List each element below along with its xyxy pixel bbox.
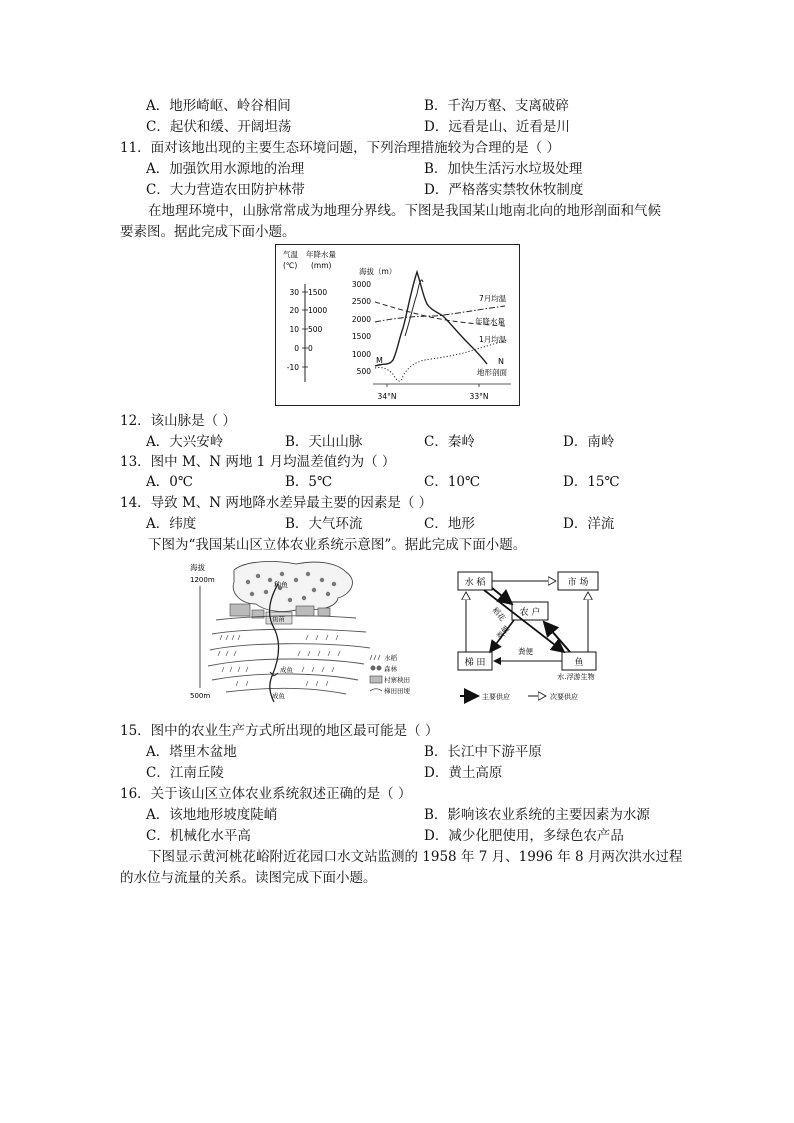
elevation-top-label: 1200m xyxy=(190,576,215,584)
node-rice-label: 水 稻 xyxy=(464,578,486,588)
q16-option-d: D．减少化肥使用，多绿色农产品 xyxy=(424,828,624,844)
edge-label-manure-1: 粪便 xyxy=(494,624,512,642)
legend-july-temp: 7月均温 xyxy=(479,294,507,303)
temp-axis-unit: (℃) xyxy=(283,261,298,270)
point-n-label: N xyxy=(498,357,504,366)
legend-jan-temp: 1月均温 xyxy=(479,335,507,344)
q15-stem: 15．图中的农业生产方式所出现的地区最可能是（ ） xyxy=(120,723,439,739)
q10-option-b: B．千沟万壑、支离破碎 xyxy=(424,98,569,114)
q12-option-c: C．秦岭 xyxy=(424,434,475,450)
precip-axis-title: 年降水量 xyxy=(306,250,336,259)
fish-label-fry: 鱼苗 xyxy=(272,615,285,623)
q12-option-d: D．南岭 xyxy=(563,434,615,450)
q16-option-c: C．机械化水平高 xyxy=(146,828,251,844)
legend-annual-precip: 年降水量 xyxy=(475,317,505,326)
edge-rice-farmer xyxy=(492,588,512,604)
elevation-tick: 1000 xyxy=(351,350,371,359)
q12-stem: 12．该山脉是（ ） xyxy=(120,413,236,429)
elevation-tick: 2000 xyxy=(351,315,371,324)
intro1-line1: 在地理环境中，山脉常常成为地理分界线。下图是我国某山地南北向的地形剖面和气候 xyxy=(148,203,661,219)
elevation-axis-title: 海拔（m） xyxy=(359,267,397,276)
legend-forest-symbol xyxy=(371,666,376,671)
legend-terrace-symbol xyxy=(370,689,382,691)
q15-option-d: D．黄土高原 xyxy=(424,765,503,781)
temp-axis-title: 气温 xyxy=(283,250,298,259)
q12-option-a: A．大兴安岭 xyxy=(146,434,224,450)
node-terrace-label: 梯 田 xyxy=(464,658,486,668)
q16-option-a: A．该地地形坡度陡峭 xyxy=(146,807,278,823)
point-m-label: M xyxy=(376,356,383,365)
intro1-line2: 要素图。据此完成下面小题。 xyxy=(120,224,296,240)
node-farmer-label: 农 户 xyxy=(519,608,541,618)
edge-label-manure-2: 粪便 xyxy=(518,647,533,656)
legend-secondary-label: 次要供应 xyxy=(550,693,578,701)
q11-stem: 11．面对该地出现的主要生态环境问题，下列治理措施较为合理的是（ ） xyxy=(120,140,560,156)
q11-option-a: A．加强饮用水源地的治理 xyxy=(146,161,305,177)
elevation-tick: 2500 xyxy=(351,297,371,306)
legend-village: 村寨秧田 xyxy=(384,676,410,684)
precip-tick: 0 xyxy=(308,344,313,353)
legend-forest: 森林 xyxy=(384,665,397,673)
legend-rice-symbol xyxy=(370,655,380,660)
elevation-bottom-label: 500m xyxy=(190,692,211,700)
forest-zone xyxy=(233,562,352,612)
q13-stem: 13．图中 M、N 两地 1 月均温差值约为（ ） xyxy=(120,454,396,470)
q11-option-d: D．严格落实禁牧休牧制度 xyxy=(424,182,584,198)
legend-main-label: 主要供应 xyxy=(482,693,510,701)
node-plankton-label: 水.浮游生物 xyxy=(557,673,595,681)
fish-label-breeding: 种鱼 xyxy=(274,581,288,589)
q11-option-c: C．大力营造农田防护林带 xyxy=(146,182,305,198)
node-market-label: 市 场 xyxy=(567,578,589,588)
precip-tick: 1500 xyxy=(308,288,328,297)
q14-option-d: D．洋流 xyxy=(563,516,615,532)
q14-stem: 14．导致 M、N 两地降水差异最主要的因素是（ ） xyxy=(120,495,433,511)
fish-label-adult-2: 成鱼 xyxy=(272,692,285,700)
q15-option-c: C．江南丘陵 xyxy=(146,765,224,781)
temp-tick: -10 xyxy=(286,363,299,372)
terrace-contours xyxy=(208,616,370,694)
q16-option-b: B．影响该农业系统的主要因素为水源 xyxy=(424,807,650,823)
q13-option-b: B．5℃ xyxy=(285,474,333,490)
intro2-text: 下图为“我国某山区立体农业系统示意图”。据此完成下面小题。 xyxy=(148,537,527,553)
mountain-agriculture-illustration xyxy=(186,558,436,710)
q13-option-c: C．10℃ xyxy=(424,474,481,490)
terrain-climate-figure xyxy=(275,244,520,410)
q16-stem: 16．关于该山区立体农业系统叙述正确的是（ ） xyxy=(120,786,412,802)
temp-tick: 20 xyxy=(289,306,299,315)
x-tick-34n: 34°N xyxy=(377,392,397,401)
q13-option-a: A．0℃ xyxy=(146,474,193,490)
temp-tick: 10 xyxy=(289,325,299,334)
q10-option-c: C．起伏和缓、开阔坦荡 xyxy=(146,119,292,135)
fish-label-adult-1: 成鱼 xyxy=(280,666,293,674)
q12-option-b: B．天山山脉 xyxy=(285,434,363,450)
elevation-tick: 3000 xyxy=(351,280,371,289)
precip-tick: 500 xyxy=(308,325,323,334)
intro3-line1: 下图显示黄河桃花峪附近花园口水文站监测的 1958 年 7 月、1996 年 8 月两次洪水过程 xyxy=(148,849,683,865)
precip-tick: 1000 xyxy=(308,306,328,315)
q15-option-a: A．塔里木盆地 xyxy=(146,744,237,760)
legend-terrace: 梯田田埂 xyxy=(384,687,410,695)
q10-option-d: D．远看是山、近看是川 xyxy=(424,119,570,135)
q14-option-b: B．大气环流 xyxy=(285,516,363,532)
elevation-tick: 1500 xyxy=(351,332,371,341)
q14-option-c: C．地形 xyxy=(424,516,475,532)
edge-label-straw: 稻花 xyxy=(490,605,508,623)
elevation-tick: 500 xyxy=(356,367,371,376)
legend-village-symbol xyxy=(370,676,382,683)
temp-tick: 0 xyxy=(294,344,299,353)
x-tick-33n: 33°N xyxy=(469,392,489,401)
legend-terrain-profile: 地形剖面 xyxy=(477,368,507,377)
q11-option-b: B．加快生活污水垃圾处理 xyxy=(424,161,583,177)
legend-rice: 水稻 xyxy=(384,654,397,662)
q10-option-a: A．地形崎岖、岭谷相间 xyxy=(146,98,291,114)
agriculture-flow-diagram xyxy=(454,566,604,710)
q14-option-a: A．纬度 xyxy=(146,516,197,532)
rice-paddy-marks xyxy=(218,635,340,686)
q13-option-d: D．15℃ xyxy=(563,474,620,490)
node-fish-label: 鱼 xyxy=(574,658,584,668)
precip-axis-unit: (mm) xyxy=(311,261,332,270)
elevation-title: 海拔 xyxy=(190,563,205,572)
intro3-line2: 的水位与流量的关系。读图完成下面小题。 xyxy=(120,870,377,886)
temp-tick: 30 xyxy=(289,288,299,297)
q15-option-b: B．长江中下游平原 xyxy=(424,744,542,760)
